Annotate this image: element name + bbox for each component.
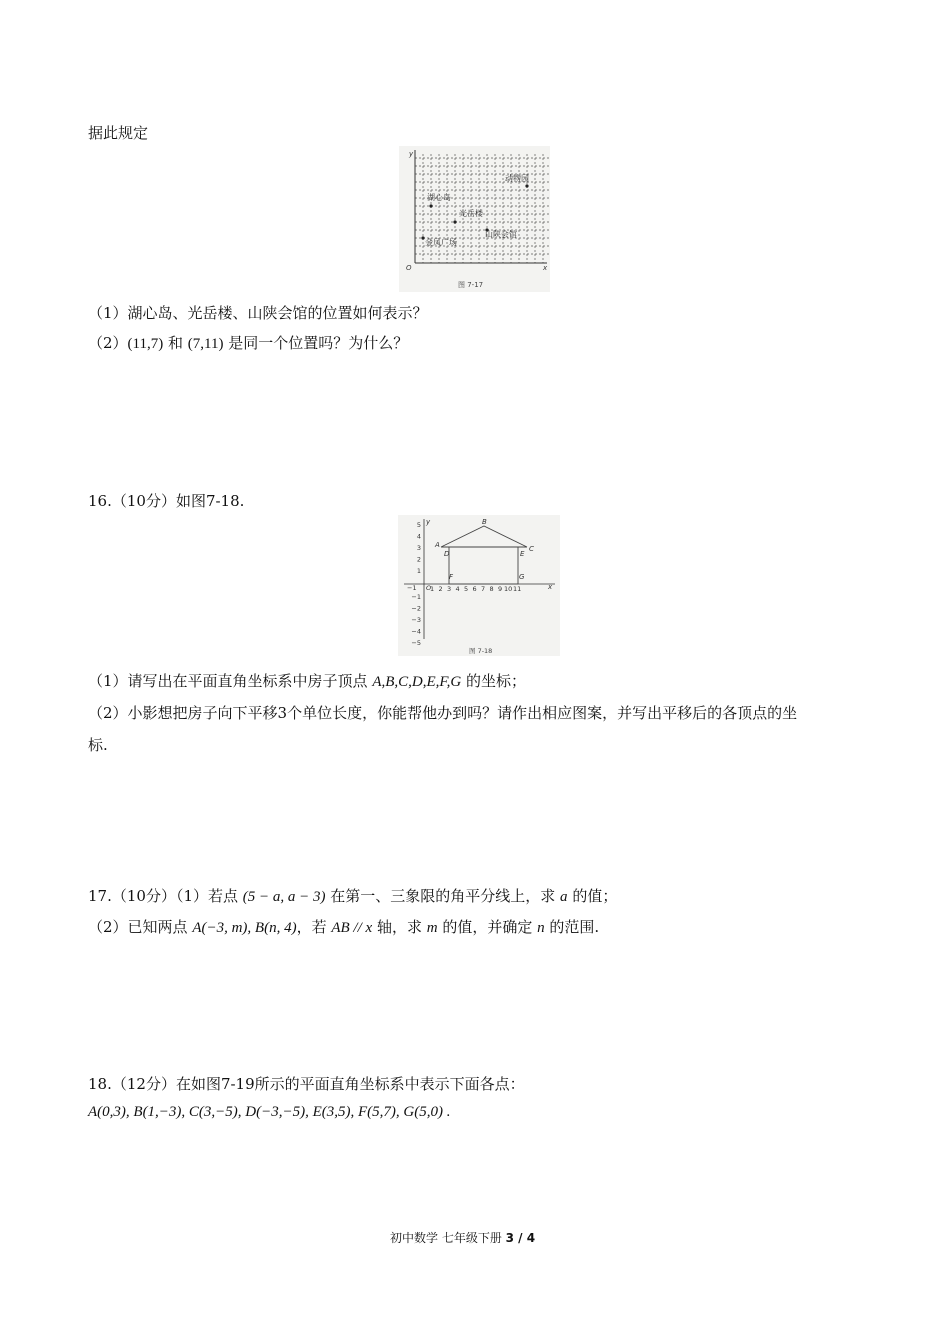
q15-part1: （1）湖心岛、光岳楼、山陕会馆的位置如何表示？ <box>88 304 428 322</box>
figure-7-17-graphic <box>399 146 550 292</box>
x-tick-neg1: −1 <box>407 584 417 592</box>
figure-7-18-graphic <box>398 515 560 656</box>
point-guangyuelou <box>453 220 456 223</box>
vertex-label-b: B <box>482 518 487 526</box>
x-axis-label: x <box>548 583 553 591</box>
q17-points-ab: A(−3, m), B(n, 4) <box>192 920 297 936</box>
q17-line2-mid1: ，若 <box>296 918 332 936</box>
x-tick: 8 <box>489 585 494 593</box>
q16-part2-line1: （2）小影想把房子向下平移3个单位长度，你能帮他办到吗？请作出相应图案，并写出平移后的各顶点的坐 <box>88 704 798 722</box>
y-tick: −2 <box>411 604 421 613</box>
q15-math-point1: (11,7) <box>127 336 164 352</box>
vertex-label-d: D <box>444 550 450 558</box>
q16-part2-line2: 标. <box>88 736 108 754</box>
q16-vertex-list: A,B,C,D,E,F,G <box>372 674 462 690</box>
figure-7-17-caption: 图 7-17 <box>458 281 484 289</box>
x-axis-label: x <box>543 264 548 272</box>
x-tick: 2 <box>438 585 443 593</box>
y-axis-label: y <box>409 150 414 158</box>
label-jinfengguangchang: 金凤广场 <box>425 238 457 247</box>
vertex-label-a: A <box>435 541 440 549</box>
q15-math-point2: (7,11) <box>187 336 224 352</box>
q17-line2-mid3: 的值，并确定 <box>437 918 538 936</box>
house-roof <box>441 526 527 547</box>
origin-label: O <box>426 584 432 592</box>
x-tick: 1 <box>430 585 435 593</box>
q17-var-n: n <box>537 920 545 936</box>
label-guangyuelou: 光岳楼 <box>459 209 483 218</box>
q15-part2-mid: 和 <box>163 334 188 352</box>
point-dongwuyuan <box>525 184 528 187</box>
q15-part2-prefix: （2） <box>88 334 128 352</box>
house-body <box>449 547 518 584</box>
x-tick: 6 <box>472 585 477 593</box>
y-tick: 1 <box>416 567 421 575</box>
intro-text: 据此规定 <box>88 124 149 142</box>
q16-part1-suffix: 的坐标； <box>461 672 526 690</box>
y-tick: 2 <box>416 555 421 564</box>
x-tick: 3 <box>447 585 452 593</box>
q17-parallel-expr: AB // x <box>331 920 373 936</box>
q16-part1 <box>88 670 526 691</box>
q17-line2-suffix: 的范围. <box>544 918 600 936</box>
q17-line1-prefix: 17.（10分）（1）若点 <box>88 887 243 905</box>
q17-point-expr: (5 − a, a − 3) <box>242 889 326 905</box>
y-axis-label: y <box>426 518 431 526</box>
x-tick: 9 <box>498 585 503 593</box>
label-dongwuyuan: 动物园 <box>505 174 529 183</box>
q17-line1-suffix: 的值； <box>567 887 618 905</box>
footer-page-number: 3 / 4 <box>505 1231 536 1245</box>
point-huxindao <box>429 204 432 207</box>
q17-line2-prefix: （2）已知两点 <box>88 918 193 936</box>
y-tick: −1 <box>411 593 421 601</box>
y-tick: 3 <box>416 544 421 552</box>
y-tick: −5 <box>411 639 421 647</box>
q18-line1: 18.（12分）在如图7-19所示的平面直角坐标系中表示下面各点： <box>88 1075 525 1093</box>
q18-points-list: A(0,3), B(1,−3), C(3,−5), D(−3,−5), E(3,5), F(5,7), G(5,0) . <box>88 1104 451 1120</box>
x-tick: 11 <box>513 585 522 593</box>
x-tick: 4 <box>455 585 460 593</box>
q15-part2 <box>88 332 408 353</box>
y-tick: 4 <box>416 532 421 541</box>
q15-part2-suffix: 是同一个位置吗？为什么？ <box>223 334 409 352</box>
figure-7-18-caption: 图 7-18 <box>469 647 493 655</box>
q17-line1 <box>88 885 617 906</box>
origin-label: O <box>406 264 412 272</box>
x-tick-labels <box>430 585 521 593</box>
vertex-label-g: G <box>519 573 525 581</box>
footer-subject: 初中数学 七年级下册 <box>390 1231 506 1245</box>
figure-7-17 <box>399 146 550 292</box>
page-footer <box>390 1229 535 1246</box>
x-tick: 10 <box>504 585 513 593</box>
label-shanshanhuiguan: 山陕会馆 <box>485 230 517 239</box>
q17-var-a: a <box>560 889 568 905</box>
vertex-label-c: C <box>529 545 534 553</box>
y-tick: −4 <box>411 627 421 636</box>
label-huxindao: 湖心岛 <box>427 193 451 202</box>
q16-part1-prefix: （1）请写出在平面直角坐标系中房子顶点 <box>88 672 373 690</box>
q17-var-m: m <box>426 920 438 936</box>
x-tick: 7 <box>481 585 486 593</box>
q17-line2 <box>88 916 599 937</box>
q17-line1-mid: 在第一、三象限的角平分线上，求 <box>325 887 561 905</box>
vertex-label-f: F <box>449 573 454 581</box>
q17-line2-mid2: 轴，求 <box>372 918 427 936</box>
q16-title: 16.（10分）如图7-18. <box>88 492 245 510</box>
figure-7-18 <box>398 515 560 656</box>
x-tick: 5 <box>464 585 469 593</box>
y-tick: −3 <box>411 616 421 624</box>
vertex-label-e: E <box>520 550 525 558</box>
y-tick: 5 <box>416 521 421 529</box>
